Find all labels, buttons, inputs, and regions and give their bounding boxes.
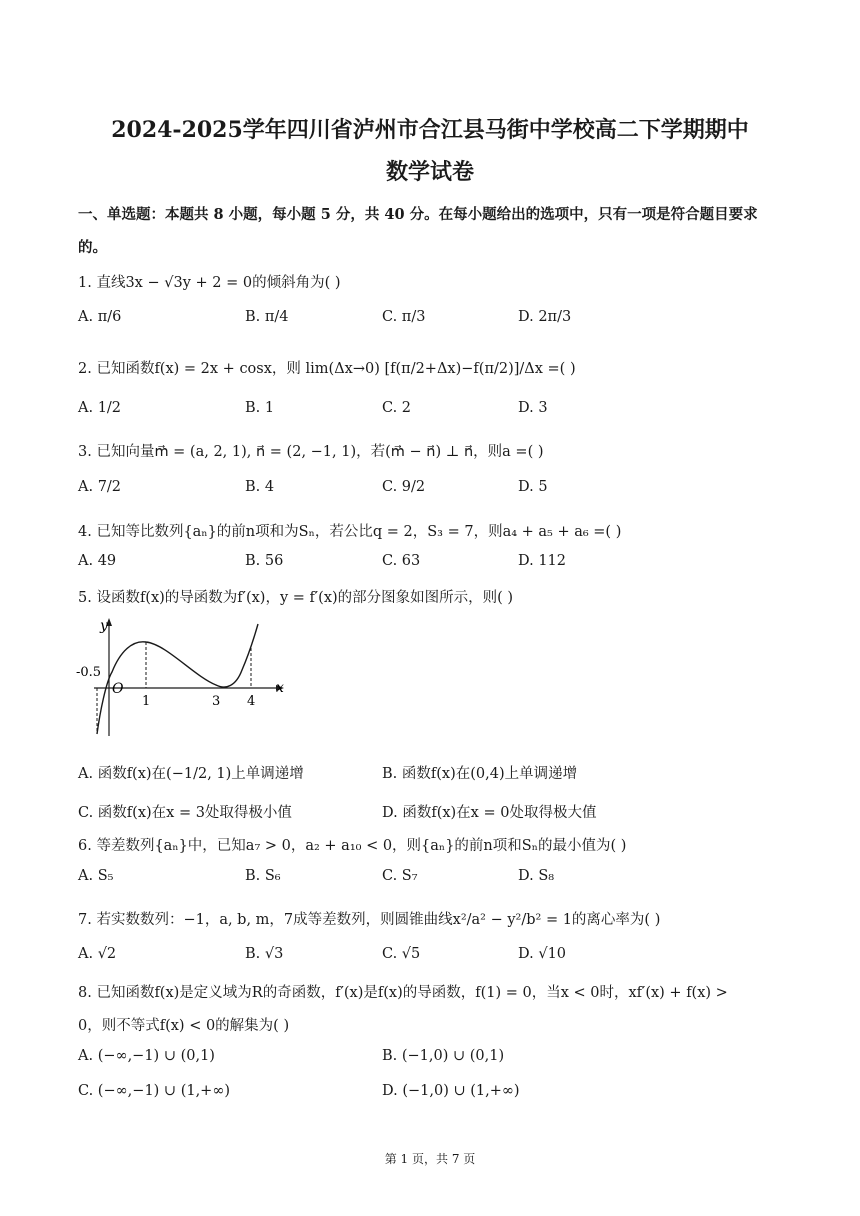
derivative-graph [76, 614, 291, 742]
page-footer: 第 1 页，共 7 页 [384, 1152, 476, 1166]
q5-option-c: C. 函数f(x)在x = 3处取得极小值 [78, 805, 292, 821]
question-8: 8. 已知函数f(x)是定义域为R的奇函数，f′(x)是f(x)的导函数，f(1) = 0，当x < 0时，xf′(x) + f(x) > [78, 985, 728, 1001]
q1-option-c: C. π/3 [382, 309, 426, 325]
q5-option-a: A. 函数f(x)在(−1/2, 1)上单调递增 [78, 766, 304, 782]
q5-option-d: D. 函数f(x)在x = 0处取得极大值 [382, 805, 597, 821]
question-6: 6. 等差数列{aₙ}中，已知a₇ > 0，a₂ + a₁₀ < 0，则{aₙ}的前n项和Sₙ的最小值为( ) [78, 838, 627, 854]
f-prime-curve [97, 624, 258, 734]
q8-option-c: C. (−∞,−1) ∪ (1,+∞) [78, 1083, 231, 1099]
tick-1-label: 1 [142, 694, 151, 709]
q3-option-c: C. 9/2 [382, 479, 426, 495]
q1-option-a: A. π/6 [78, 309, 122, 325]
question-1 [78, 271, 341, 292]
q5-option-b: B. 函数f(x)在(0,4)上单调递增 [382, 766, 578, 782]
page-subtitle: 数学试卷 [385, 159, 474, 185]
q1-number: 1. 直线 [78, 275, 126, 291]
q4-option-a: A. 49 [78, 553, 117, 569]
q3-option-a: A. 7/2 [78, 479, 122, 495]
q6-option-a: A. S₅ [78, 868, 114, 884]
q1-expression: 3x − √3y + 2 = 0 [125, 275, 253, 291]
q7-option-a: A. √2 [78, 946, 117, 962]
question-4: 4. 已知等比数列{aₙ}的前n项和为Sₙ，若公比q = 2，S₃ = 7，则a₄ + a₅ + a₆ =( ) [78, 524, 622, 540]
q3-option-d: D. 5 [518, 479, 548, 495]
q3-option-b: B. 4 [245, 479, 275, 495]
question-2: 2. 已知函数f(x) = 2x + cosx，则 lim(Δx→0) [f(π/2+Δx)−f(π/2)]/Δx =( ) [78, 361, 576, 377]
page-title: 2024-2025学年四川省泸州市合江县马街中学校高二下学期期中 [111, 117, 749, 143]
q6-option-d: D. S₈ [518, 868, 555, 884]
question-8-cont: 0，则不等式f(x) < 0的解集为( ) [78, 1018, 290, 1034]
question-5: 5. 设函数f(x)的导函数为f′(x)，y = f′(x)的部分图象如图所示，则( ) [78, 590, 514, 606]
x-axis-label: x [276, 680, 284, 696]
q1-option-b: B. π/4 [245, 309, 289, 325]
q1-option-d: D. 2π/3 [518, 309, 572, 325]
q7-option-d: D. √10 [518, 946, 567, 962]
question-3: 3. 已知向量m⃗ = (a, 2, 1), n⃗ = (2, −1, 1)，若(m⃗ − n⃗) ⊥ n⃗，则a =( ) [78, 444, 544, 460]
q8-option-a: A. (−∞,−1) ∪ (0,1) [78, 1048, 215, 1064]
q2-option-c: C. 2 [382, 400, 412, 416]
q1-tail: 的倾斜角为( ) [252, 275, 341, 291]
q7-option-c: C. √5 [382, 946, 421, 962]
q8-option-b: B. (−1,0) ∪ (0,1) [382, 1048, 505, 1064]
tick-3-label: 3 [212, 694, 221, 709]
origin-label: O [112, 681, 124, 697]
question-7: 7. 若实数数列：−1，a, b, m，7成等差数列，则圆锥曲线x²/a² − y²/b² = 1的离心率为( ) [78, 912, 661, 928]
q6-option-c: C. S₇ [382, 868, 418, 884]
q8-option-d: D. (−1,0) ∪ (1,+∞) [382, 1083, 520, 1099]
section-heading-cont: 的。 [78, 239, 107, 256]
q2-option-d: D. 3 [518, 400, 548, 416]
section-heading: 一、单选题：本题共 8 小题，每小题 5 分，共 40 分。在每小题给出的选项中，只有一项是符合题目要求 [78, 206, 758, 223]
tick-4-label: 4 [247, 694, 256, 709]
tick-neg-label: -0.5 [76, 665, 102, 680]
q4-option-b: B. 56 [245, 553, 284, 569]
q7-option-b: B. √3 [245, 946, 284, 962]
q4-option-d: D. 112 [518, 553, 567, 569]
q4-option-c: C. 63 [382, 553, 421, 569]
q2-option-a: A. 1/2 [78, 400, 122, 416]
q6-option-b: B. S₆ [245, 868, 281, 884]
y-axis-label: y [100, 618, 108, 634]
q2-option-b: B. 1 [245, 400, 275, 416]
